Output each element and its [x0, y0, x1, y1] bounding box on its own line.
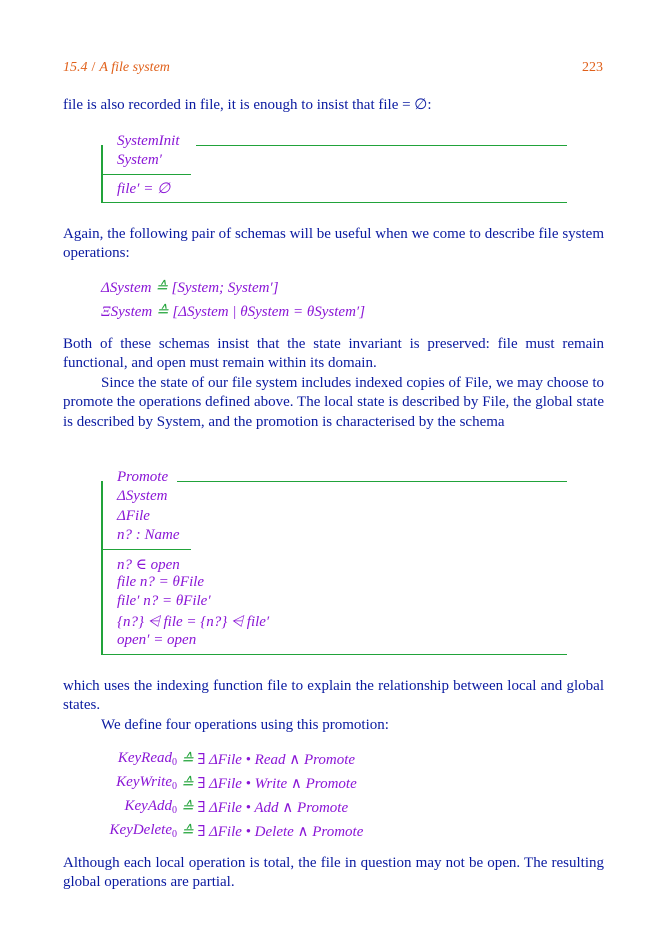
paragraph-both-text: Both of these schemas insist that the state invariant is preserved: file must remain functional, and open must remain within its domain. — [63, 336, 604, 372]
header-divider: / — [91, 60, 96, 75]
paragraph-again-text: Again, the following pair of schemas will be useful when we come to describe file system operations: — [63, 226, 604, 262]
paragraph-define-text: We define four operations using this promotion: — [101, 717, 389, 733]
schema-predicate: file n? = θFile — [117, 574, 205, 590]
schema-top-rule — [177, 481, 567, 482]
definition-delta-system — [101, 278, 279, 297]
page-number: 223 — [582, 60, 603, 75]
schema-divider — [101, 174, 191, 175]
schema-bottom-rule — [101, 202, 567, 203]
section-number: 15.4 — [63, 60, 88, 75]
schema-name: SystemInit — [117, 133, 180, 149]
schema-predicate: file′ = ∅ — [117, 181, 171, 197]
schema-promote — [101, 469, 567, 657]
definition-rhs: [System; System′] — [171, 280, 279, 296]
definition-xi-system — [101, 302, 365, 321]
schema-declaration: System′ — [117, 152, 162, 168]
schema-name: Promote — [117, 469, 169, 485]
schema-top-rule — [196, 145, 567, 146]
definition-keydelete-name: KeyDelete$_0$ — [109, 822, 177, 840]
definition-equals-symbol: ≙ — [156, 304, 169, 320]
definition-keyread-body: ≙ ∃ ΔFile • Read ∧ Promote — [181, 752, 356, 768]
definition-keyadd-name: KeyAdd$_0$ — [124, 798, 177, 816]
paragraph-although — [63, 854, 604, 893]
paragraph-since-text: Since the state of our file system includes indexed copies of File, we may choose to promote the operations defined above. The local state is described by File, the global state is described by System, and the promotion is characterised by the schema — [63, 375, 604, 430]
schema-predicate: {n?} ⩤ file = {n?} ⩤ file′ — [117, 614, 270, 630]
paragraph-since — [63, 374, 604, 432]
definition-keydelete-body: ≙ ∃ ΔFile • Delete ∧ Promote — [181, 824, 364, 840]
schema-left-rule — [101, 481, 103, 655]
paragraph-both — [63, 335, 604, 374]
definition-keyread-name: KeyRead$_0$ — [117, 750, 177, 768]
definition-keywrite-body: ≙ ∃ ΔFile • Write ∧ Promote — [181, 776, 357, 792]
definition-equals-symbol: ≙ — [155, 280, 168, 296]
paragraph-define — [63, 716, 604, 735]
schema-predicate: open′ = open — [117, 632, 197, 648]
definition-rhs: [ΔSystem | θSystem = θSystem′] — [172, 304, 366, 320]
schema-declaration: ΔSystem — [117, 488, 168, 504]
definition-lhs: ΔSystem — [101, 280, 152, 296]
schema-declaration: n? : Name — [117, 527, 180, 543]
paragraph-although-text: Although each local operation is total, the file in question may not be open. The resulting global operations are partial. — [63, 855, 604, 891]
definition-keywrite-name: KeyWrite$_0$ — [116, 774, 177, 792]
schema-predicate: n? ∈ open — [117, 557, 180, 573]
schema-predicate: file′ n? = θFile′ — [117, 593, 211, 609]
schema-declaration: ΔFile — [117, 508, 150, 524]
schema-divider — [101, 549, 191, 550]
paragraph-which — [63, 677, 604, 716]
paragraph-which-text: which uses the indexing function file to explain the relationship between local and global states. — [63, 678, 604, 714]
intro-paragraph — [63, 96, 604, 115]
paragraph-again — [63, 225, 604, 264]
definition-lhs: ΞSystem — [101, 304, 153, 320]
definition-keyadd-body: ≙ ∃ ΔFile • Add ∧ Promote — [181, 800, 349, 816]
running-header — [63, 60, 603, 78]
intro-text: file is also recorded in file, it is enough to insist that file = ∅: — [63, 97, 432, 113]
schema-bottom-rule — [101, 654, 567, 655]
schema-systeminit — [101, 133, 567, 205]
section-title: A file system — [99, 60, 170, 75]
